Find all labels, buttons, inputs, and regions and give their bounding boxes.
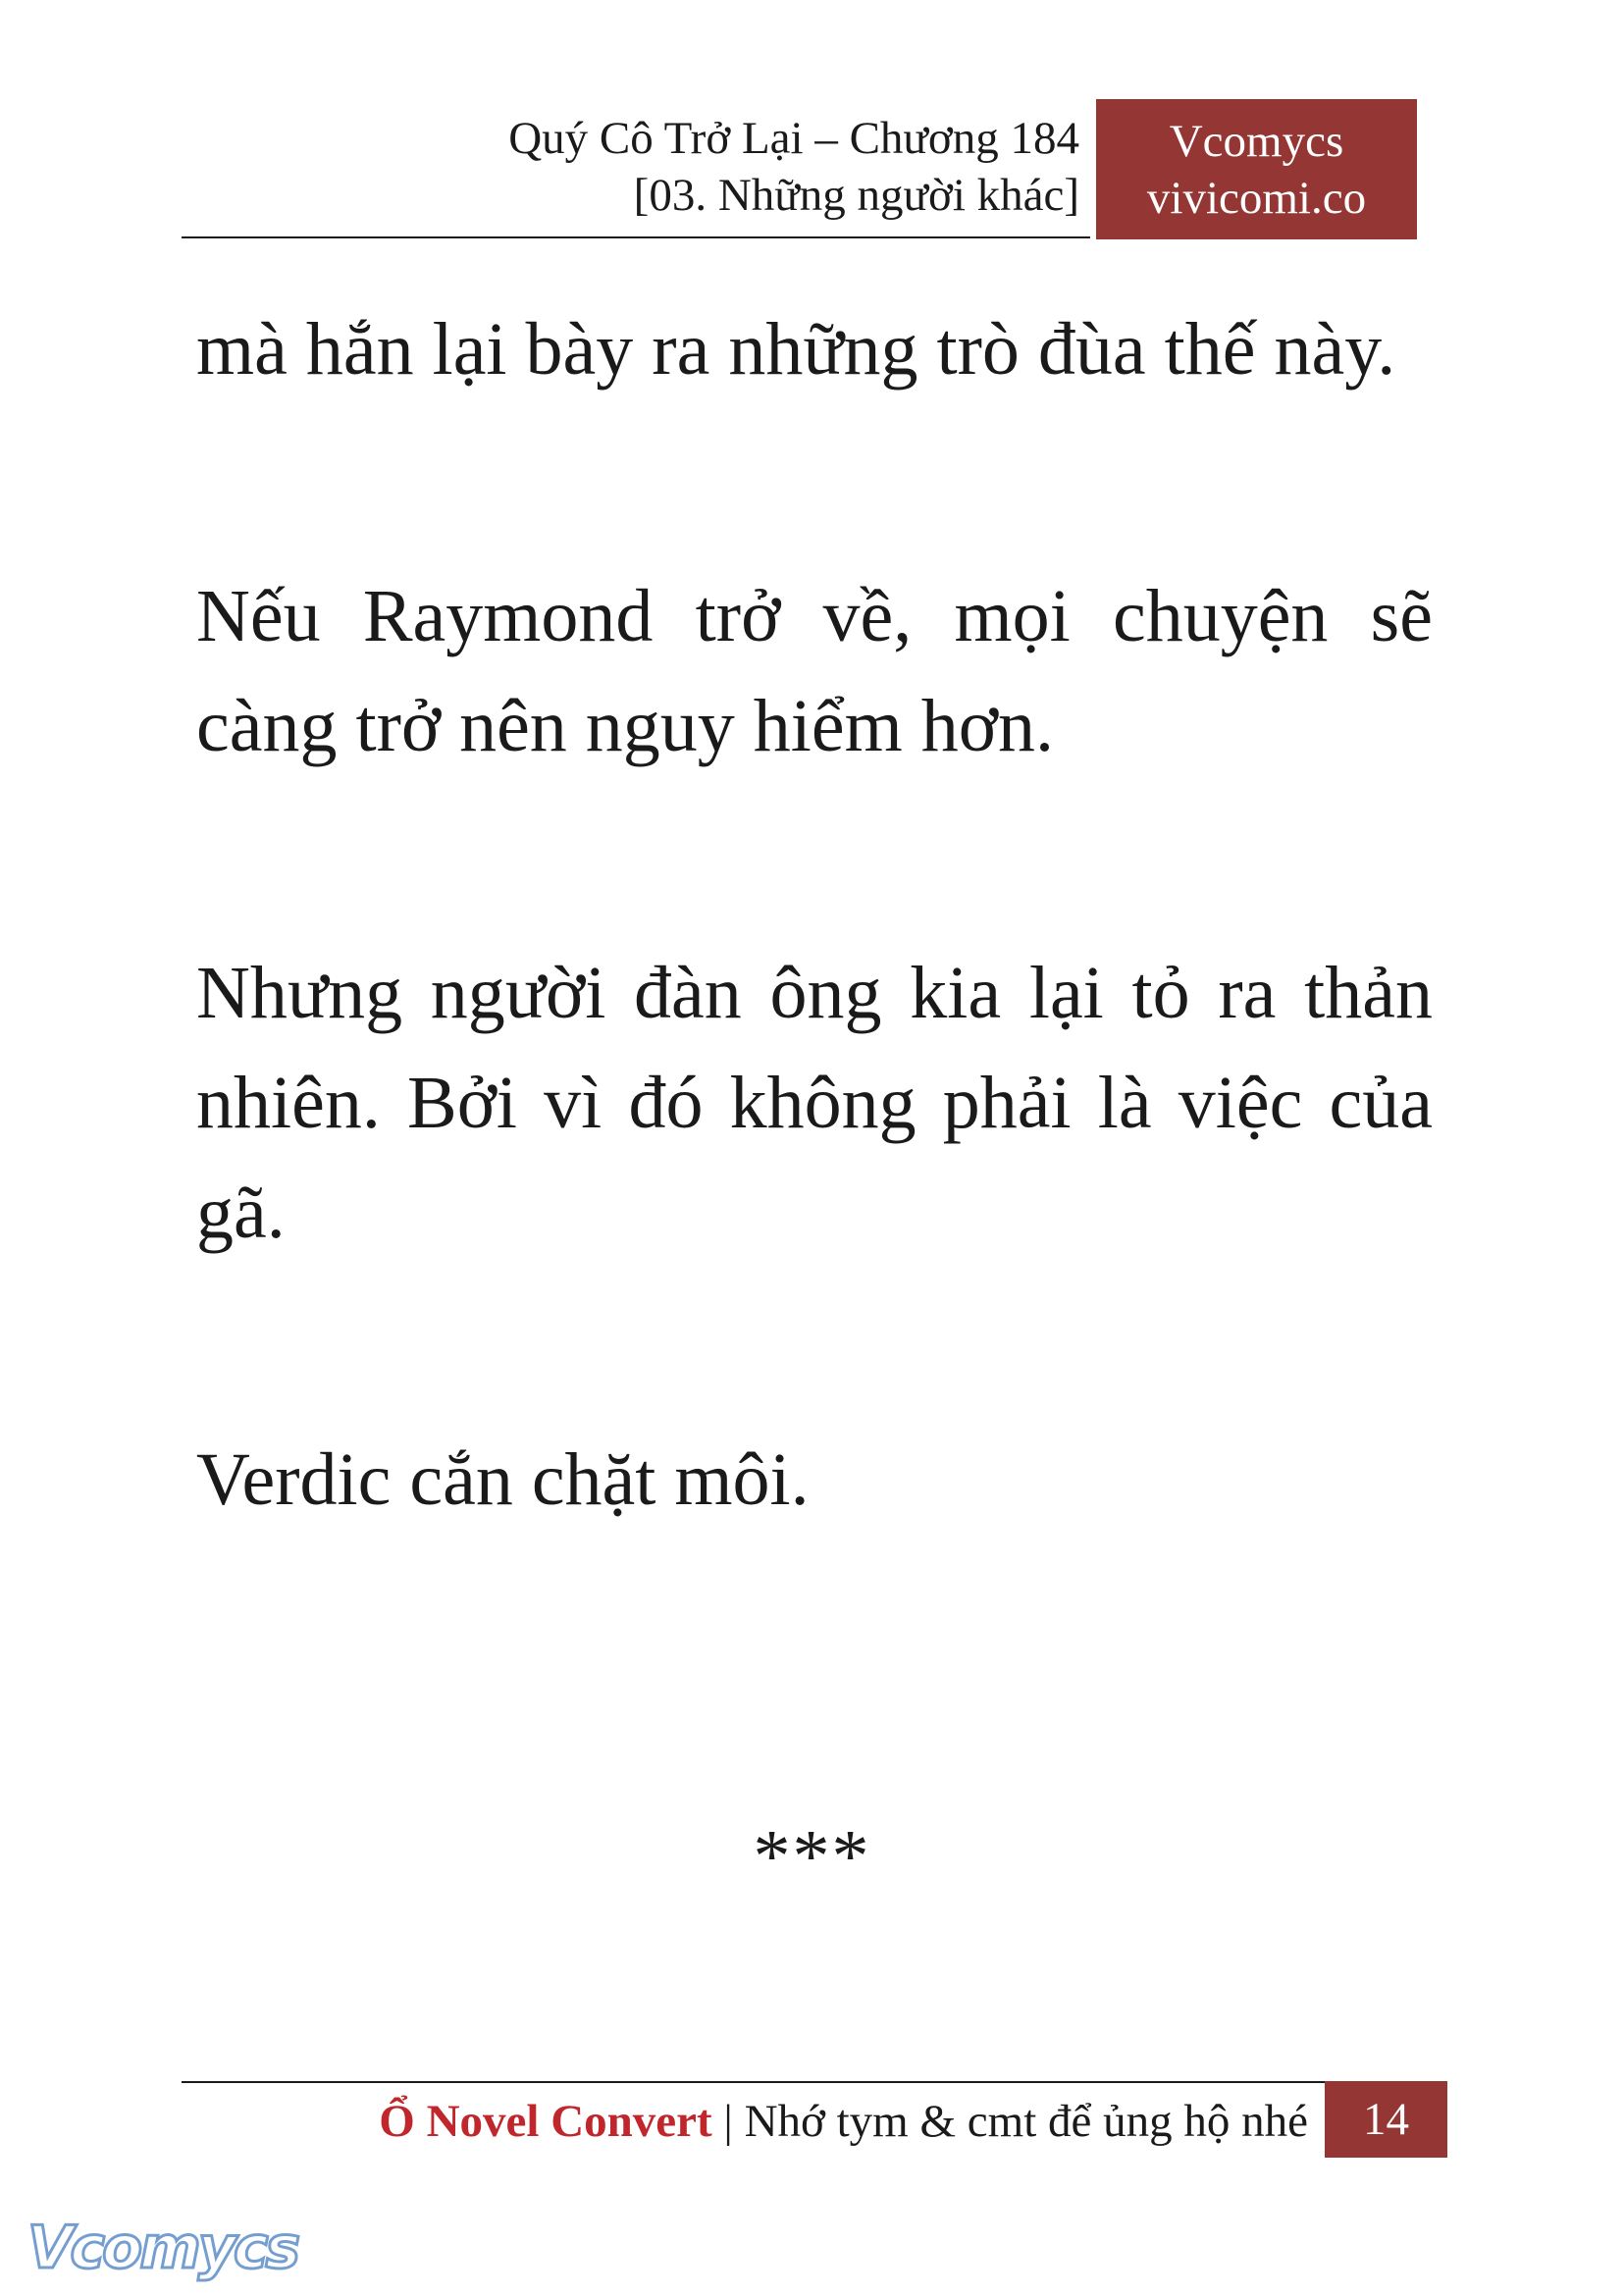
brand-url: vivicomi.co bbox=[1146, 173, 1367, 224]
paragraph: mà hắn lại bày ra những trò đùa thế này. bbox=[196, 308, 1396, 391]
brand-box bbox=[1096, 99, 1417, 239]
paragraph: Nếu Raymond trở về, mọi chuyện sẽ càng trở nên nguy hiểm hơn. bbox=[196, 575, 1433, 767]
footer-text bbox=[379, 2093, 1308, 2150]
footer-divider-bar: | bbox=[711, 2096, 745, 2147]
paragraph: Verdic cắn chặt môi. bbox=[196, 1438, 810, 1521]
page-content bbox=[196, 294, 1433, 1535]
paragraph: Nhưng người đàn ông kia lại tỏ ra thản nhiên. Bởi vì đó không phải là việc của gã. bbox=[196, 952, 1433, 1254]
footer-message: Nhớ tym & cmt để ủng hộ nhé bbox=[744, 2096, 1308, 2147]
section-title: [03. Những người khác] bbox=[633, 170, 1079, 221]
footer-brand: Ổ Novel Convert bbox=[379, 2096, 712, 2147]
watermark-logo: Vcomycs bbox=[27, 2214, 298, 2282]
footer-divider bbox=[182, 2081, 1447, 2083]
chapter-title: Quý Cô Trở Lại – Chương 184 bbox=[508, 113, 1079, 164]
header-titles bbox=[508, 110, 1079, 224]
brand-name: Vcomycs bbox=[1169, 116, 1344, 167]
header-divider bbox=[182, 236, 1090, 238]
scene-separator: *** bbox=[753, 1815, 871, 1898]
page-number: 14 bbox=[1325, 2081, 1447, 2158]
